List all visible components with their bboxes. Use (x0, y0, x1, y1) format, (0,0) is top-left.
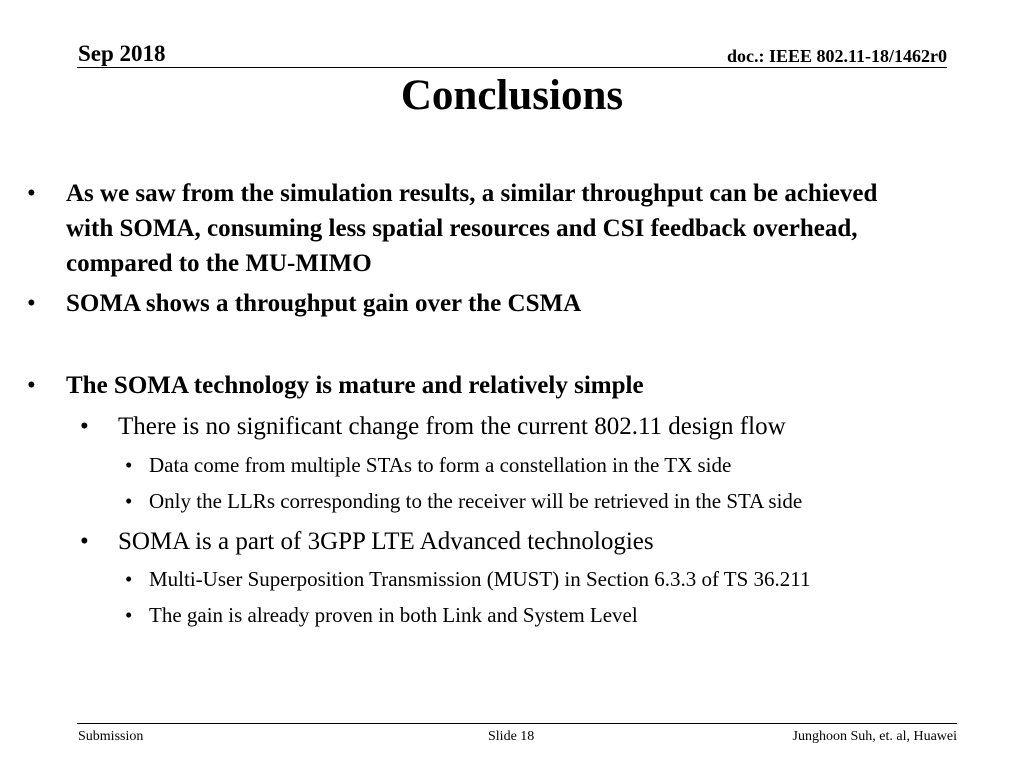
bullet-3-sub-2-b (125, 600, 638, 630)
bullet-2-text: SOMA shows a throughput gain over the CSMA (66, 290, 582, 317)
header-doc-id: doc.: IEEE 802.11-18/1462r0 (726, 46, 947, 66)
bullet-3-sub-1-b-text: Only the LLRs corresponding to the receiver will be retrieved in the STA side (149, 489, 803, 513)
footer-divider (77, 723, 957, 724)
bullet-dot: • (80, 413, 89, 440)
bullet-dot: • (27, 290, 36, 317)
bullet-3-text: The SOMA technology is mature and relatively simple (66, 372, 644, 399)
bullet-dot: • (80, 528, 89, 555)
bullet-dot: • (125, 567, 133, 591)
footer-slide-number: Slide 18 (488, 729, 535, 744)
bullet-3 (27, 368, 644, 403)
bullet-dot: • (27, 372, 36, 399)
bullet-dot: • (125, 453, 133, 477)
bullet-3-sub-2-a-text: Multi-User Superposition Transmission (MUST) in Section 6.3.3 of TS 36.211 (149, 567, 811, 591)
bullet-dot: • (27, 180, 36, 207)
bullet-3-sub-2-a (125, 564, 811, 594)
slide-title: Conclusions (400, 72, 624, 119)
bullet-1-line-3: compared to the MU-MIMO (66, 250, 372, 277)
bullet-3-sub-2 (80, 524, 654, 559)
bullet-1-line-2: with SOMA, consuming less spatial resources and CSI feedback overhead, (66, 215, 858, 242)
footer-authors: Junghoon Suh, et. al, Huawei (792, 729, 957, 744)
bullet-dot: • (125, 603, 133, 627)
bullet-1-cont (66, 211, 858, 246)
bullet-1-line-1: As we saw from the simulation results, a similar throughput can be achieved (66, 180, 878, 207)
header-date: Sep 2018 (78, 41, 166, 66)
bullet-1 (27, 176, 878, 211)
bullet-3-sub-2-text: SOMA is a part of 3GPP LTE Advanced technologies (118, 528, 654, 555)
footer-submission: Submission (78, 729, 144, 744)
bullet-3-sub-2-b-text: The gain is already proven in both Link and System Level (149, 603, 638, 627)
bullet-3-sub-1-b (125, 486, 803, 516)
bullet-3-sub-1-text: There is no significant change from the current 802.11 design flow (118, 413, 786, 440)
bullet-2 (27, 286, 582, 321)
bullet-1-cont (66, 246, 372, 281)
bullet-dot: • (125, 489, 133, 513)
bullet-3-sub-1 (80, 409, 786, 444)
bullet-3-sub-1-a-text: Data come from multiple STAs to form a constellation in the TX side (149, 453, 732, 477)
bullet-3-sub-1-a (125, 450, 732, 480)
